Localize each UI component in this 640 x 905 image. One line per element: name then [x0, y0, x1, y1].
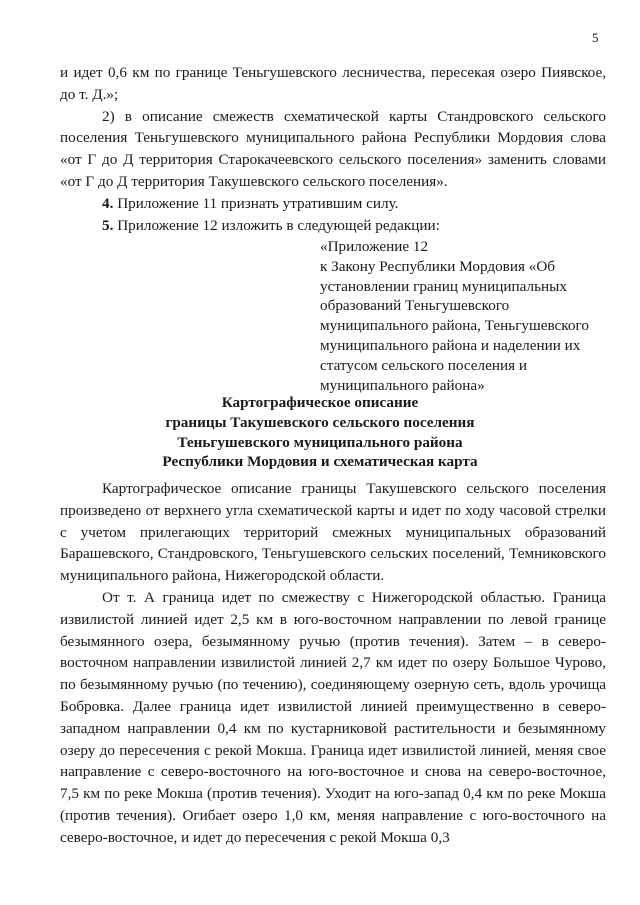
amendment-item-4	[60, 193, 606, 215]
description-intro-paragraph: Картографическое описание границы Такушевского сельского поселения произведено от верхнего угла схематической карты и идет по ходу часовой стрелки с учетом прилегающих территорий смежных муниципальных образований Барашевского, Стандровского, Теньгушевского сельских поселений, Темниковского муниципального района, Нижегородской области.	[60, 480, 606, 585]
page-number: 5	[592, 30, 599, 45]
section-title	[100, 393, 540, 472]
item-text: Приложение 11 признать утратившим силу.	[117, 194, 399, 212]
appendix-line: муниципального района, Теньгушевского	[320, 317, 589, 335]
boundary-description-paragraph: От т. А граница идет по смежеству с Нижегородской областью. Граница извилистой линией идет 2,5 км в юго-восточном направлении по левой границе безымянного озера, безымянному ручью (против течения). Затем – в северо-восточном направлении извилистой линией 2,7 км идет по озеру Большое Чурово, по безымянному ручью (по течению), соединяющему озерную сеть, вдоль урочища Бобровка. Далее граница идет извилистой линией преимущественно в северо-западном направлении 0,4 км по кустарниковой растительности и безымянному озеру до пересечения с рекой Мокша. Граница идет извилистой линией, меняя свое направление с северо-восточного на юго-восточное и снова на северо-восточное, 7,5 км по реке Мокша (против течения). Уходит на юго-запад 0,4 км по реке Мокша (против течения). Огибает озеро 1,0 км, меняя направление с юго-восточного на северо-восточное, и идет до пересечения с рекой Мокша 0,3	[60, 588, 606, 846]
item-text: Приложение 12 изложить в следующей редакции:	[117, 216, 440, 234]
item-number: 4.	[102, 194, 114, 212]
appendix-line: муниципального района и наделении их	[320, 336, 581, 354]
appendix-line: муниципального района»	[320, 376, 485, 394]
appendix-reference	[320, 237, 620, 395]
amendment-item-2: 2) в описание смежеств схематической карты Стандровского сельского поселения Теньгушевского муниципального района Республики Мордовия слова «от Г до Д территория Старокачеевского сельского поселения» заменить словами «от Г до Д территория Такушевского сельского поселения».	[60, 107, 606, 190]
appendix-line: к Закону Республики Мордовия «Об	[320, 257, 556, 275]
amendment-text	[60, 62, 606, 236]
amendment-item-5	[60, 215, 606, 237]
title-line: границы Такушевского сельского поселения	[165, 413, 475, 431]
title-line: Теньгушевского муниципального района	[177, 433, 463, 451]
appendix-line: установлении границ муниципальных	[320, 277, 567, 295]
item-number: 5.	[102, 216, 114, 234]
continuation-paragraph: и идет 0,6 км по границе Теньгушевского лесничества, пересекая озеро Пиявское, до т. Д.»;	[60, 64, 606, 103]
main-text	[60, 478, 606, 849]
title-line: Республики Мордовия и схематическая карта	[162, 453, 478, 471]
appendix-line: образований Теньгушевского	[320, 297, 510, 315]
appendix-line: «Приложение 12	[320, 238, 429, 255]
title-line: Картографическое описание	[221, 394, 419, 411]
appendix-line: статусом сельского поселения и	[320, 356, 528, 374]
